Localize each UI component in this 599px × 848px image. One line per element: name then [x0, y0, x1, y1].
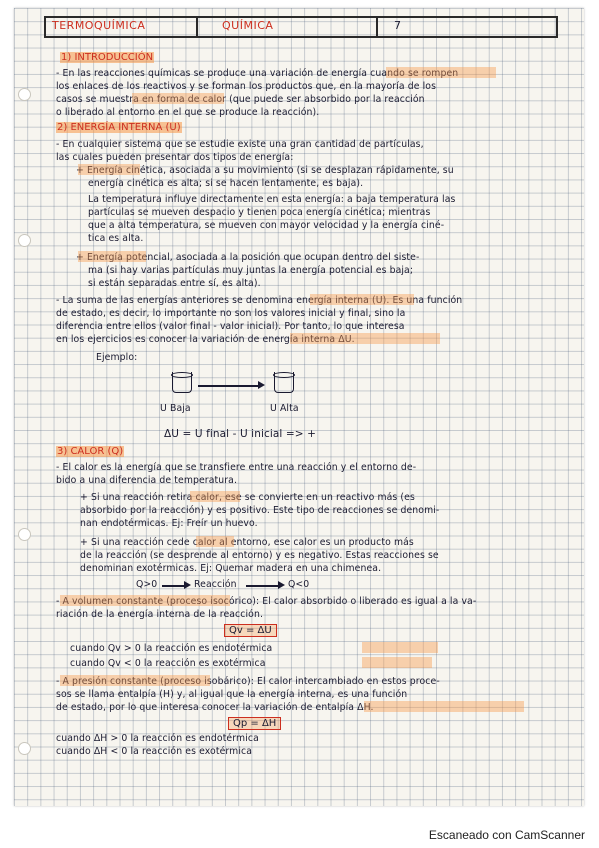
note-line: absorbido por la reacción) y es positivo. Este tipo de reacciones se denomi- — [80, 505, 440, 516]
note-line: cuando ΔH > 0 la reacción es endotérmica — [56, 733, 259, 744]
note-line: + Si una reacción cede calor al entorno, ese calor es un producto más — [80, 537, 414, 548]
note-line: - A volumen constante (proceso isocórico): El calor absorbido o liberado es igual a la va- — [56, 596, 477, 607]
note-line: nan endotérmicas. Ej: Freír un huevo. — [80, 518, 258, 529]
highlight-mark — [60, 595, 230, 606]
highlight-mark — [386, 67, 496, 78]
note-line: que a alta temperatura, se mueven con mayor velocidad y la energía ciné- — [88, 220, 445, 231]
beaker-low-icon — [172, 372, 192, 393]
note-line: partículas se mueven despacio y tienen poca energía cinética; mientras — [88, 207, 431, 218]
note-line: de estado, por lo que interesa conocer la variación de entalpía ΔH. — [56, 702, 374, 713]
note-line: La temperatura influye directamente en esta energía: a baja temperatura las — [88, 194, 456, 205]
note-line: las cuales pueden presentar dos tipos de energía: — [56, 152, 294, 163]
header-page-number: 7 — [394, 19, 402, 32]
note-line: riación de la energía interna de la reacción. — [56, 609, 264, 620]
note-line: cuando ΔH < 0 la reacción es exotérmica — [56, 746, 253, 757]
q-negative-label: Q<0 — [288, 579, 310, 590]
note-line: sos se llama entalpía (H) y, al igual que la energía interna, es una función — [56, 689, 408, 700]
note-line: ma (si hay varias partículas muy juntas la energía potencial es baja; — [88, 265, 414, 276]
note-line: o liberado al entorno en el que se produce la reacción). — [56, 107, 320, 118]
diagram-arrow — [198, 385, 260, 387]
note-line: - En cualquier sistema que se estudie existe una gran cantidad de partículas, — [56, 139, 424, 150]
highlight-mark — [132, 93, 224, 104]
note-line: tica es alta. — [88, 233, 144, 244]
note-line: en los ejercicios es conocer la variación de energía interna ΔU. — [56, 334, 355, 345]
u-low-label: U Baja — [160, 403, 191, 414]
highlight-mark — [78, 164, 140, 175]
note-line: si están separadas entre sí, es alta). — [88, 278, 261, 289]
binder-hole — [18, 742, 31, 755]
highlight-mark — [78, 251, 146, 262]
diagram-arrow — [162, 585, 186, 587]
highlight-mark — [364, 701, 524, 712]
notes-body — [56, 0, 556, 820]
note-line: + Energía potencial, asociada a la posición que ocupan dentro del siste- — [76, 252, 420, 263]
note-line: los enlaces de los reactivos y se forman los productos que, en la mayoría de los — [56, 81, 437, 92]
highlight-mark — [362, 642, 438, 653]
note-line: - En las reacciones químicas se produce una variación de energía cuando se rompen — [56, 68, 459, 79]
header-subject: QUÍMICA — [222, 19, 274, 32]
delta-u-formula: ΔU = U final - U inicial => + — [164, 428, 316, 440]
diagram-arrow — [246, 585, 280, 587]
note-line: - La suma de las energías anteriores se denomina energía interna (U). Es una función — [56, 295, 463, 306]
note-line: diferencia entre ellos (valor final - valor inicial). Por tanto, lo que interesa — [56, 321, 405, 332]
highlight-mark — [196, 536, 234, 547]
note-line: cuando Qv > 0 la reacción es endotérmica — [70, 643, 273, 654]
note-line: casos se muestra en forma de calor (que puede ser absorbido por la reacción — [56, 94, 425, 105]
arrow-head-icon — [278, 581, 285, 589]
note-line: + Energía cinética, asociada a su movimiento (si se desplazan rápidamente, su — [76, 165, 454, 176]
header-topic: TERMOQUÍMICA — [52, 19, 146, 32]
note-line: + Si una reacción retira calor, ese se convierte en un reactivo más (es — [80, 492, 415, 503]
section-energia-interna: 2) ENERGÍA INTERNA (U) — [57, 122, 181, 133]
highlight-mark — [362, 657, 432, 668]
section-calor: 3) CALOR (Q) — [57, 446, 124, 457]
note-line: de estado, es decir, lo importante no son los valores inicial y final, sino la — [56, 308, 406, 319]
highlight-mark — [60, 675, 210, 686]
arrow-head-icon — [258, 381, 265, 389]
reaction-label: Reacción — [194, 579, 237, 590]
note-line: energía cinética es alta; si se hacen lentamente, es baja). — [88, 178, 364, 189]
beaker-high-icon — [274, 372, 294, 393]
binder-hole — [18, 234, 31, 247]
note-line: denominan exotérmicas. Ej: Quemar madera en una chimenea. — [80, 563, 382, 574]
highlight-mark — [290, 333, 440, 344]
note-line: cuando Qv < 0 la reacción es exotérmica — [70, 658, 266, 669]
highlight-mark — [190, 491, 240, 502]
note-line: bido a una diferencia de temperatura. — [56, 475, 238, 486]
binder-hole — [18, 88, 31, 101]
note-line: de la reacción (se desprende al entorno) y es negativo. Estas reacciones se — [80, 550, 439, 561]
note-line: - A presión constante (proceso isobárico): El calor intercambiado en estos proce- — [56, 676, 440, 687]
example-label: Ejemplo: — [96, 352, 138, 363]
binder-hole — [18, 528, 31, 541]
u-high-label: U Alta — [270, 403, 299, 414]
q-positive-label: Q>0 — [136, 579, 158, 590]
note-line: - El calor es la energía que se transfiere entre una reacción y el entorno de- — [56, 462, 417, 473]
section-introduccion: 1) INTRODUCCIÓN — [61, 52, 154, 63]
formula-qv: Qv = ΔU — [224, 624, 277, 637]
formula-qp: Qp = ΔH — [228, 717, 281, 730]
scanner-watermark: Escaneado con CamScanner — [428, 828, 585, 842]
arrow-head-icon — [184, 581, 191, 589]
highlight-mark — [310, 294, 414, 305]
